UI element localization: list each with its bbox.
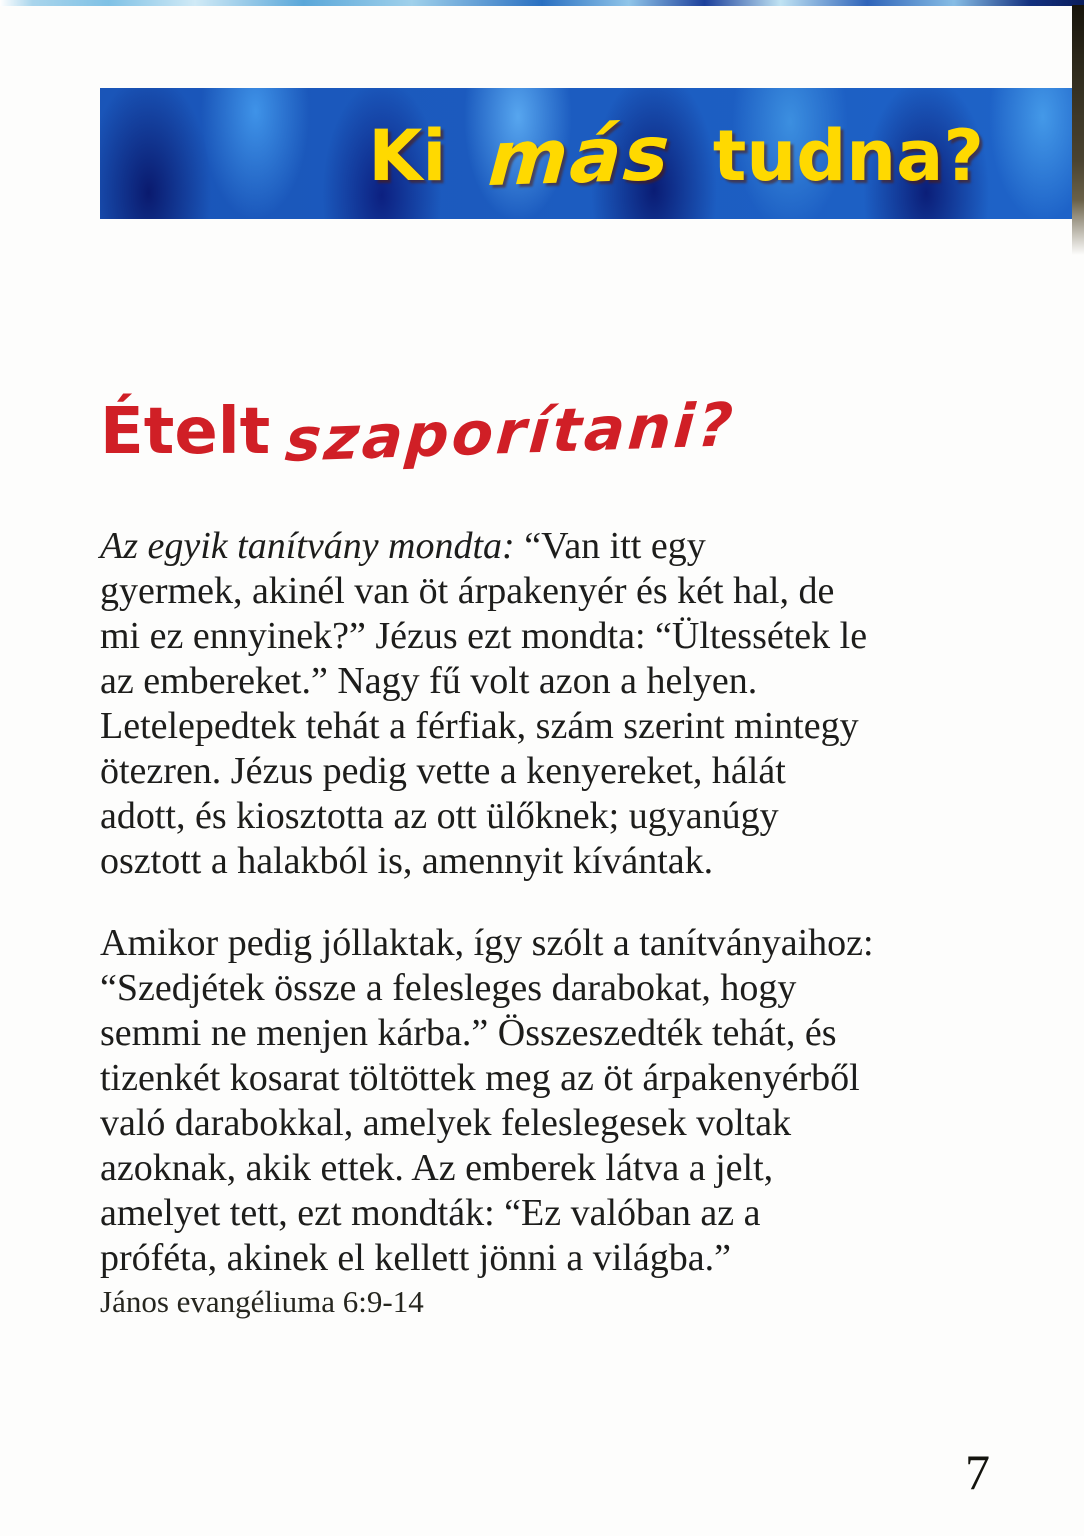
passage-line: osztott a halakból is, amennyit kívántak. — [100, 840, 714, 882]
banner-word-mas: más — [485, 107, 674, 203]
scripture-reference: János evangéliuma 6:9-14 — [100, 1284, 424, 1319]
passage-intro-italic: Az egyik tanítvány mondta: — [100, 525, 515, 567]
passage-line: “Szedjétek össze a felesleges darabokat, hogy — [100, 967, 797, 1009]
passage-line: adott, és kiosztotta az ott ülőknek; ugyanúgy — [100, 795, 779, 837]
page-heading — [100, 390, 739, 476]
banner-word-tudna: tudna? — [712, 114, 984, 197]
banner-word-ki: Ki — [368, 114, 447, 197]
heading-word-script: szaporítani? — [283, 390, 739, 476]
banner-title — [368, 107, 984, 203]
passage-line: amelyet tett, ezt mondták: “Ez valóban az a — [100, 1192, 761, 1234]
passage-line: semmi ne menjen kárba.” Összeszedték tehát, és — [100, 1012, 837, 1054]
chapter-banner — [100, 88, 1072, 219]
passage-line: próféta, akinek el kellett jönni a világba.” — [100, 1237, 731, 1279]
passage-line: gyermek, akinél van öt árpakenyér és két hal, de — [100, 570, 835, 612]
passage-line: tizenkét kosarat töltöttek meg az öt árpakenyérből — [100, 1057, 860, 1099]
passage-line: azoknak, akik ettek. Az emberek látva a jelt, — [100, 1147, 774, 1189]
passage-paragraph-1 — [100, 524, 867, 884]
page-number: 7 — [965, 1444, 990, 1500]
heading-word-bold: Ételt — [100, 395, 271, 469]
passage-line: mi ez ennyinek?” Jézus ezt mondta: “Ültessétek le — [100, 615, 868, 657]
passage-line: való darabokkal, amelyek feleslegesek voltak — [100, 1102, 792, 1144]
passage-line-rest: “Van itt egy — [524, 525, 706, 567]
scan-edge-right — [1072, 5, 1084, 255]
passage-line: Amikor pedig jóllaktak, így szólt a tanítványaihoz: — [100, 922, 874, 964]
passage-line — [100, 524, 867, 569]
scan-edge-top — [0, 0, 1084, 6]
passage-paragraph-2 — [100, 921, 874, 1281]
passage-line: Letelepedtek tehát a férfiak, szám szerint mintegy — [100, 705, 859, 747]
passage-line: ötezren. Jézus pedig vette a kenyereket, hálát — [100, 750, 786, 792]
passage-line: az embereket.” Nagy fű volt azon a helyen. — [100, 660, 758, 702]
